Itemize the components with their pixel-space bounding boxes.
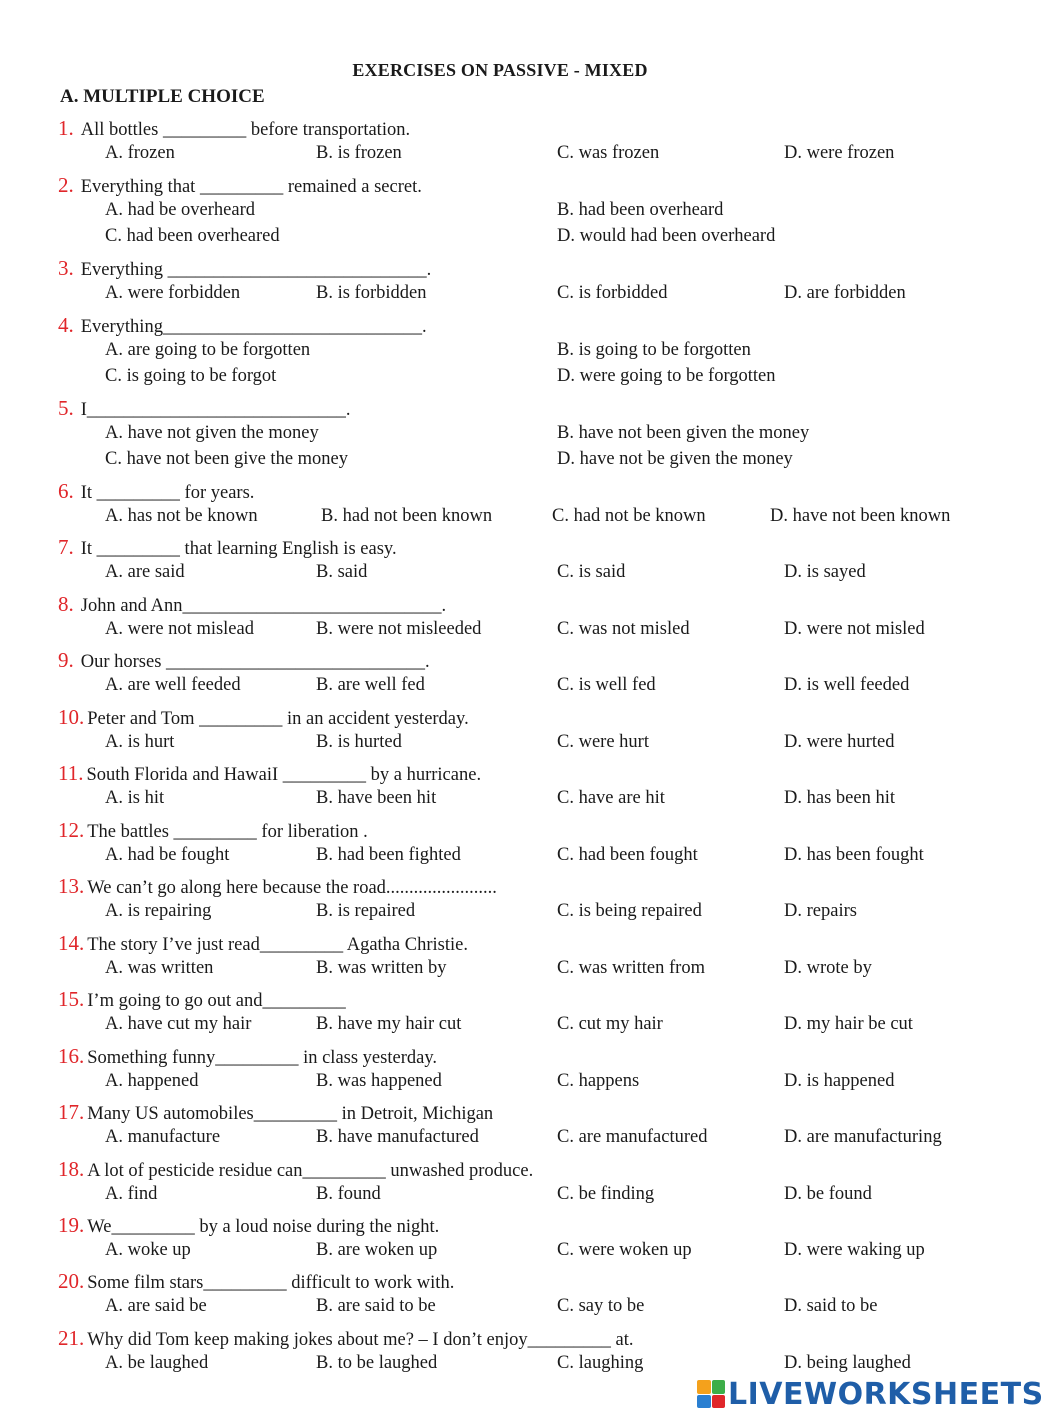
answer-option[interactable]: D. were frozen	[784, 143, 895, 163]
answer-option[interactable]: B. are well fed	[316, 675, 425, 695]
answer-option[interactable]: C. was not misled	[557, 619, 690, 639]
question-stem	[58, 116, 410, 141]
question-number: 11.	[58, 761, 84, 785]
answer-option[interactable]: D. has been fought	[784, 845, 924, 865]
answer-option[interactable]: D. is well feeded	[784, 675, 910, 695]
answer-option[interactable]: B. were not misleeded	[316, 619, 482, 639]
answer-option[interactable]: C. was written from	[557, 958, 705, 978]
question-stem	[58, 761, 481, 786]
answer-option[interactable]: A. have not given the money	[105, 423, 319, 443]
question-number: 3.	[58, 256, 74, 280]
answer-option[interactable]: B. had been fighted	[316, 845, 461, 865]
question-number: 9.	[58, 648, 74, 672]
question-stem	[58, 173, 422, 198]
question-text: The story I’ve just read_________ Agatha Christie.	[87, 935, 468, 955]
question-number: 1.	[58, 116, 74, 140]
question-number: 4.	[58, 313, 74, 337]
answer-option[interactable]: B. are woken up	[316, 1240, 438, 1260]
question-text: It _________ that learning English is easy.	[80, 539, 397, 559]
question-stem	[58, 818, 368, 843]
answer-option[interactable]: A. happened	[105, 1071, 199, 1091]
answer-option[interactable]: B. was happened	[316, 1071, 442, 1091]
question-number: 15.	[58, 987, 85, 1011]
question-stem	[58, 648, 430, 673]
answer-option[interactable]: A. has not be known	[105, 506, 258, 526]
answer-option[interactable]: C. is well fed	[557, 675, 656, 695]
answer-option[interactable]: A. is hit	[105, 788, 165, 808]
question-number: 8.	[58, 592, 74, 616]
question-text: Peter and Tom _________ in an accident yesterday.	[87, 709, 469, 729]
question-number: 14.	[58, 931, 85, 955]
question-stem	[58, 1269, 454, 1294]
answer-option[interactable]: A. are said	[105, 562, 185, 582]
question-stem	[58, 1326, 634, 1351]
liveworksheets-logo[interactable]	[697, 1376, 1044, 1412]
answer-option[interactable]: C. have are hit	[557, 788, 665, 808]
answer-option[interactable]: B. was written by	[316, 958, 447, 978]
answer-option[interactable]: B. found	[316, 1184, 381, 1204]
question-text: Everything ____________________________.	[80, 260, 432, 280]
question-text: I’m going to go out and_________	[87, 991, 346, 1011]
answer-option[interactable]: C. is being repaired	[557, 901, 702, 921]
answer-option[interactable]: D. were not misled	[784, 619, 925, 639]
answer-option[interactable]: A. frozen	[105, 143, 175, 163]
question-number: 10.	[58, 705, 85, 729]
answer-option[interactable]: A. was written	[105, 958, 214, 978]
question-stem	[58, 874, 497, 899]
question-stem	[58, 1213, 439, 1238]
answer-option[interactable]: B. is frozen	[316, 143, 402, 163]
answer-option[interactable]: D. said to be	[784, 1296, 878, 1316]
answer-option[interactable]: D. are forbidden	[784, 283, 906, 303]
answer-option[interactable]: D. would had been overheard	[557, 226, 776, 246]
logo-text: LIVEWORKSHEETS	[728, 1376, 1044, 1412]
answer-option[interactable]: A. be laughed	[105, 1353, 209, 1373]
answer-option[interactable]: B. have my hair cut	[316, 1014, 462, 1034]
answer-option[interactable]: B. is repaired	[316, 901, 416, 921]
question-text: Something funny_________ in class yesterday.	[87, 1048, 437, 1068]
answer-option[interactable]: B. have been hit	[316, 788, 437, 808]
answer-option[interactable]: C. have not been give the money	[105, 449, 349, 469]
answer-option[interactable]: C. be finding	[557, 1184, 655, 1204]
answer-option[interactable]: A. have cut my hair	[105, 1014, 252, 1034]
question-number: 13.	[58, 874, 85, 898]
answer-option[interactable]: D. repairs	[784, 901, 857, 921]
question-text: Our horses ____________________________.	[80, 652, 430, 672]
question-number: 18.	[58, 1157, 85, 1181]
question-stem	[58, 479, 254, 504]
answer-option[interactable]: B. had been overheard	[557, 200, 724, 220]
question-text: A lot of pesticide residue can_________ unwashed produce.	[87, 1161, 534, 1181]
answer-option[interactable]: B. is forbidden	[316, 283, 427, 303]
question-stem	[58, 705, 469, 730]
answer-option[interactable]: B. said	[316, 562, 368, 582]
answer-option[interactable]: D. is sayed	[784, 562, 866, 582]
question-number: 6.	[58, 479, 74, 503]
question-stem	[58, 592, 446, 617]
section-heading: A. MULTIPLE CHOICE	[60, 86, 265, 107]
answer-option[interactable]: C. is going to be forgot	[105, 366, 277, 386]
question-text: John and Ann____________________________.	[80, 596, 447, 616]
question-stem	[58, 1157, 533, 1182]
answer-option[interactable]: C. were hurt	[557, 732, 649, 752]
answer-option[interactable]: C. was frozen	[557, 143, 660, 163]
question-number: 12.	[58, 818, 85, 842]
page-title: EXERCISES ON PASSIVE - MIXED	[352, 60, 648, 80]
answer-option[interactable]: D. has been hit	[784, 788, 895, 808]
question-number: 20.	[58, 1269, 85, 1293]
answer-option[interactable]: D. being laughed	[784, 1353, 911, 1373]
answer-option[interactable]: A. are well feeded	[105, 675, 241, 695]
question-number: 21.	[58, 1326, 85, 1350]
answer-option[interactable]: C. say to be	[557, 1296, 645, 1316]
question-text: Some film stars_________ difficult to work with.	[87, 1273, 455, 1293]
question-stem	[58, 535, 397, 560]
answer-option[interactable]: A. manufacture	[105, 1127, 221, 1147]
question-stem	[58, 256, 431, 281]
question-number: 16.	[58, 1044, 85, 1068]
answer-option[interactable]: A. are said be	[105, 1296, 207, 1316]
question-stem	[58, 1044, 437, 1069]
answer-option[interactable]: C. cut my hair	[557, 1014, 663, 1034]
question-stem	[58, 1100, 493, 1125]
question-text: It _________ for years.	[80, 483, 255, 503]
question-number: 7.	[58, 535, 74, 559]
question-number: 5.	[58, 396, 74, 420]
answer-option[interactable]: C. had been overheared	[105, 226, 280, 246]
answer-option[interactable]: B. have not been given the money	[557, 423, 810, 443]
answer-option[interactable]: C. is forbidded	[557, 283, 668, 303]
answer-option[interactable]: D. my hair be cut	[784, 1014, 913, 1034]
answer-option[interactable]: D. were going to be forgotten	[557, 366, 776, 386]
answer-option[interactable]: C. is said	[557, 562, 626, 582]
question-text: Everything that _________ remained a secret.	[80, 177, 422, 197]
question-text: The battles _________ for liberation .	[87, 822, 368, 842]
answer-option[interactable]: A. is repairing	[105, 901, 212, 921]
question-text: We can’t go along here because the road........................	[87, 878, 497, 898]
answer-option[interactable]: D. were waking up	[784, 1240, 925, 1260]
answer-option[interactable]: C. were woken up	[557, 1240, 692, 1260]
question-text: Everything____________________________.	[80, 317, 427, 337]
answer-option[interactable]: D. have not been known	[770, 506, 951, 526]
question-text: Many US automobiles_________ in Detroit, Michigan	[87, 1104, 494, 1124]
question-stem	[58, 313, 427, 338]
answer-option[interactable]: B. to be laughed	[316, 1353, 438, 1373]
answer-option[interactable]: C. had not be known	[552, 506, 706, 526]
answer-option[interactable]: B. had not been known	[321, 506, 493, 526]
answer-option[interactable]: B. is going to be forgotten	[557, 340, 751, 360]
question-stem	[58, 931, 468, 956]
answer-option[interactable]: A. were forbidden	[105, 283, 241, 303]
question-text: I____________________________.	[80, 400, 351, 420]
question-number: 19.	[58, 1213, 85, 1237]
answer-option[interactable]: C. happens	[557, 1071, 640, 1091]
answer-option[interactable]: C. laughing	[557, 1353, 644, 1373]
answer-option[interactable]: B. is hurted	[316, 732, 402, 752]
answer-option[interactable]: D. be found	[784, 1184, 872, 1204]
question-text: Why did Tom keep making jokes about me? – I don’t enjoy_________ at.	[87, 1330, 634, 1350]
liveworksheets-logo-icon	[697, 1380, 725, 1408]
answer-option[interactable]: D. wrote by	[784, 958, 872, 978]
answer-option[interactable]: A. woke up	[105, 1240, 191, 1260]
answer-option[interactable]: D. have not be given the money	[557, 449, 793, 469]
answer-option[interactable]: C. had been fought	[557, 845, 698, 865]
question-number: 17.	[58, 1100, 85, 1124]
question-number: 2.	[58, 173, 74, 197]
question-stem	[58, 396, 351, 421]
answer-option[interactable]: A. had be fought	[105, 845, 230, 865]
answer-option[interactable]: A. had be overheard	[105, 200, 255, 220]
question-stem	[58, 987, 346, 1012]
answer-option[interactable]: D. is happened	[784, 1071, 895, 1091]
question-text: South Florida and HawaiI _________ by a hurricane.	[86, 765, 482, 785]
answer-option[interactable]: B. are said to be	[316, 1296, 436, 1316]
answer-option[interactable]: D. were hurted	[784, 732, 895, 752]
question-text: We_________ by a loud noise during the night.	[87, 1217, 440, 1237]
answer-option[interactable]: A. find	[105, 1184, 158, 1204]
answer-option[interactable]: B. have manufactured	[316, 1127, 479, 1147]
question-text: All bottles _________ before transportation.	[80, 120, 411, 140]
answer-option[interactable]: A. is hurt	[105, 732, 175, 752]
answer-option[interactable]: D. are manufacturing	[784, 1127, 942, 1147]
answer-option[interactable]: C. are manufactured	[557, 1127, 708, 1147]
answer-option[interactable]: A. were not mislead	[105, 619, 254, 639]
answer-option[interactable]: A. are going to be forgotten	[105, 340, 311, 360]
